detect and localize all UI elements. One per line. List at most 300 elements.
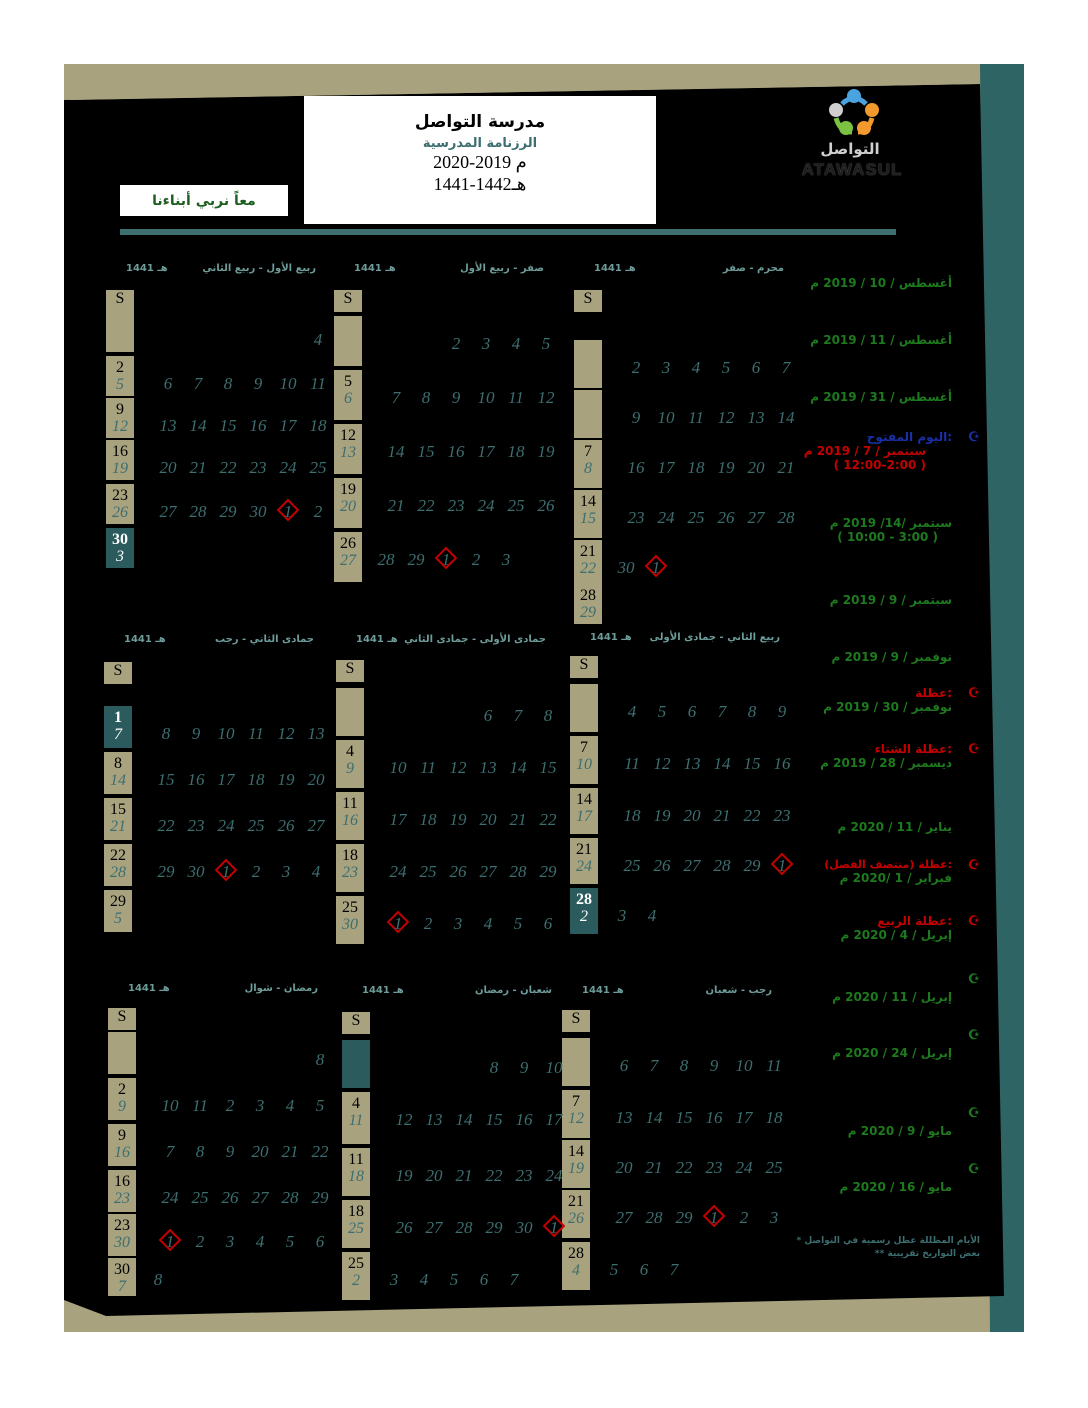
event-line: عطلة الشتاء: [874,742,952,756]
calendar-day: 25 [191,1188,209,1207]
calendar-day: 4 [285,1096,295,1115]
week-hijri-day: 23 [342,864,358,881]
week-hijri-day: 10 [576,756,592,773]
calendar-day: 26 [537,496,555,515]
calendar-day: 20 [251,1142,269,1161]
week-gregorian-day: 4 [346,743,354,760]
week-cell [342,1148,370,1196]
week-hijri-day: 22 [580,560,596,577]
week-hijri-day: 2 [352,1272,360,1289]
week-gregorian-day: 2 [118,1081,126,1098]
calendar-day: 3 [769,1208,779,1227]
calendar-day: 16 [705,1108,723,1127]
calendar-day: 5 [657,702,667,721]
calendar-day: 22 [417,496,435,515]
calendar-day: 20 [683,806,701,825]
week-cell [108,1214,136,1256]
calendar-day: 10 [735,1056,753,1075]
calendar-day: 17 [389,810,407,829]
calendar-day: 11 [420,758,436,777]
week-hijri-day: 17 [576,808,592,825]
week-cell [570,788,598,834]
crescent-icon: ☪ [968,1162,980,1177]
calendar-day: 2 [451,334,461,353]
calendar-day: 19 [449,810,467,829]
calendar-day: 29 [485,1218,503,1237]
calendar-day: 7 [509,1270,519,1289]
month-hijri-year: 1441 هـ [594,263,636,274]
week-cell [342,1252,370,1300]
week-cell [336,896,364,944]
calendar-day: 11 [192,1096,208,1115]
calendar-day: 15 [157,770,175,789]
calendar-day: 7 [391,388,401,407]
calendar-day: 22 [539,810,557,829]
calendar-day: 3 [389,1270,399,1289]
calendar-day: 2 [471,550,481,569]
month-hijri-year: 1441 هـ [128,983,170,994]
calendar-day: 17 [545,1110,563,1129]
month-hijri-year: 1441 هـ [126,263,168,274]
calendar-day: 14 [189,416,207,435]
calendar-day: 22 [157,816,175,835]
calendar-day: 29 [675,1208,693,1227]
month-title: جمادى الأولى - جمادى الثاني [404,634,546,645]
calendar-day: 13 [747,408,765,427]
month-title: ربيع الثاني - جمادى الأولى [649,632,780,643]
week-gregorian-day: 21 [580,543,596,560]
week-hijri-day: 13 [340,444,356,461]
calendar-day: 15 [743,754,761,773]
crescent-icon: ☪ [968,1028,980,1043]
month-header [582,985,772,996]
calendar-day: 25 [765,1158,783,1177]
calendar-day: 7 [781,358,791,377]
calendar-day: 16 [515,1110,533,1129]
calendar-day: 6 [315,1232,325,1251]
calendar-day: 6 [619,1056,629,1075]
week-cell [334,478,362,528]
calendar-day: 9 [451,388,461,407]
calendar-day: 14 [387,442,405,461]
week-hijri-day: 7 [114,726,122,743]
week-cell [334,532,362,582]
calendar-day: 18 [507,442,525,461]
calendar-day: 29 [743,856,761,875]
calendar-day: 12 [717,408,735,427]
calendar-day: 10 [545,1058,563,1077]
week-cell [106,484,134,524]
calendar-day: 22 [219,458,237,477]
week-cell [106,398,134,438]
week-cell [336,740,364,788]
event-line: فبراير / 1 /2020 م [839,871,952,885]
calendar-day: 26 [221,1188,239,1207]
event-line: سبتمبر /14/ 2019 م [829,516,952,530]
week-gregorian-day: 29 [110,893,126,910]
month-hijri-year: 1441 هـ [582,985,624,996]
event-line: اليوم المفتوح: [866,430,952,444]
week-gregorian-day: 7 [584,443,592,460]
event-line: عطلة: [915,686,952,700]
month-hijri-year: 1441 هـ [124,634,166,645]
calendar-day: 28 [189,502,207,521]
week-hijri-day: 16 [342,812,358,829]
week-gregorian-day: 14 [568,1143,584,1160]
calendar-day: 11 [766,1056,782,1075]
calendar-day: 21 [777,458,795,477]
calendar-day: 11 [624,754,640,773]
week-cell [104,798,132,840]
month-title: صفر - ربيع الأول [460,263,544,274]
calendar-day: 11 [248,724,264,743]
note-holidays: * الأيام المظللة عطل رسمية في التواصل [796,1236,980,1246]
calendar-day: 14 [713,754,731,773]
week-hijri-day: 28 [110,864,126,881]
calendar-day: 20 [159,458,177,477]
calendar-day: 7 [649,1056,659,1075]
calendar-day: 4 [419,1270,429,1289]
week-cell [106,440,134,480]
calendar-day: 13 [479,758,497,777]
calendar-day: 23 [515,1166,533,1185]
week-cell [336,844,364,892]
calendar-day: 6 [687,702,697,721]
calendar-day: 5 [513,914,523,933]
logo-icon [822,86,886,142]
week-gregorian-day: 11 [342,795,358,812]
week-hijri-day: 3 [116,548,124,565]
calendar-day: 17 [279,416,297,435]
calendar-day: 10 [217,724,235,743]
week-hijri-day: 19 [568,1160,584,1177]
month-header [128,983,318,994]
month-title: جمادى الثاني - رجب [215,634,314,645]
calendar-day: 6 [483,706,493,725]
week-cell [570,736,598,784]
calendar-day: 13 [425,1110,443,1129]
week-gregorian-day: 23 [114,1217,130,1234]
week-hijri-day: 26 [112,504,128,521]
calendar-day: 8 [161,724,171,743]
calendar-day: 19 [277,770,295,789]
calendar-day: 17 [217,770,235,789]
week-hijri-day: 5 [116,376,124,393]
month-title: رمضان - شوال [244,983,318,994]
calendar-day: 28 [509,862,527,881]
event-item [760,742,952,770]
calendar-day: 13 [159,416,177,435]
week-cell [106,312,134,352]
calendar-day: 14 [777,408,795,427]
calendar-day: 7 [669,1260,679,1279]
calendar-day: 28 [377,550,395,569]
week-hijri-day: 20 [340,498,356,515]
calendar-day: 25 [623,856,641,875]
calendar-day: 18 [309,416,327,435]
calendar-day: 25 [419,862,437,881]
calendar-day: 2 [423,914,433,933]
week-gregorian-day: 15 [110,801,126,818]
event-line: عطلة (منتصف الفصل): [824,858,952,871]
week-hijri-day: 12 [112,418,128,435]
week-hijri-day: 30 [342,916,358,933]
year-gregorian: 2020-2019 م [433,152,527,172]
week-gregorian-day: 7 [572,1093,580,1110]
week-hijri-day: 8 [584,460,592,477]
calendar-day: 24 [477,496,495,515]
week-hijri-day: 11 [348,1112,364,1129]
event-item [760,390,952,404]
calendar-day: 22 [743,806,761,825]
calendar-day: 18 [247,770,265,789]
calendar-day: 9 [709,1056,719,1075]
event-line: نوفمبر / 30 / 2019 م [823,700,952,714]
week-hijri-day: 12 [568,1110,584,1127]
week-header-s: S [342,1012,370,1034]
crescent-icon: ☪ [968,914,980,929]
week-cell [342,1092,370,1144]
week-cell [570,838,598,884]
calendar-day: 6 [479,1270,489,1289]
title-box [304,96,656,224]
calendar-day: 15 [539,758,557,777]
calendar-day: 28 [645,1208,663,1227]
calendar-day: 6 [639,1260,649,1279]
week-hijri-day: 5 [114,910,122,927]
calendar-day: 4 [647,906,657,925]
event-line: سبتمبر / 9 / 2019 م [829,593,952,607]
event-item [760,650,952,664]
event-item [760,1180,952,1194]
calendar-day: 8 [543,706,553,725]
event-line: أغسطس / 11 / 2019 م [810,333,952,347]
month-title: رجب - شعبان [705,985,772,996]
week-cell [108,1258,136,1296]
calendar-day: 24 [279,458,297,477]
calendar-day: 25 [507,496,525,515]
calendar-day: 23 [705,1158,723,1177]
calendar-day: 28 [713,856,731,875]
calendar-day: 4 [627,702,637,721]
week-cell [574,490,602,538]
calendar-day: 4 [311,862,321,881]
week-gregorian-day: 28 [568,1245,584,1262]
event-line: مايو / 16 / 2020 م [839,1180,952,1194]
calendar-day: 20 [307,770,325,789]
calendar-day: 8 [195,1142,205,1161]
logo-latin-text: ATAWASUL [801,160,903,179]
week-hijri-day: 4 [572,1262,580,1279]
event-line: سبتمبر / 7 / 2019 م [803,444,926,458]
calendar-day: 23 [627,508,645,527]
calendar-day: 17 [477,442,495,461]
calendar-day: 8 [747,702,757,721]
calendar-day: 8 [223,374,233,393]
week-cell [574,540,602,588]
calendar-day: 7 [193,374,203,393]
week-header-s: S [570,656,598,678]
calendar-day: 8 [679,1056,689,1075]
calendar-day: 3 [617,906,627,925]
calendar-day: 27 [615,1208,633,1227]
calendar-day: 29 [219,502,237,521]
month-header [362,985,552,996]
event-line: عطلة الربيع: [877,914,952,928]
calendar-day: 13 [615,1108,633,1127]
week-hijri-day: 24 [576,858,592,875]
calendar-day: 27 [159,502,177,521]
calendar-day: 1 [283,502,293,521]
event-line: نوفمبر / 9 / 2019 م [831,650,952,664]
calendar-day: 18 [623,806,641,825]
crescent-icon: ☪ [968,686,980,701]
week-cell [574,390,602,438]
week-header-s: S [336,660,364,682]
calendar-day: 5 [449,1270,459,1289]
week-cell [106,528,134,568]
slogan-box: معاً نربي أبناءنا [120,185,288,216]
calendar-day: 1 [651,558,661,577]
calendar-day: 7 [717,702,727,721]
calendar-day: 1 [441,550,451,569]
calendar-day: 27 [425,1218,443,1237]
calendar-day: 9 [253,374,263,393]
calendar-day: 10 [161,1096,179,1115]
event-item [760,820,952,834]
calendar-day: 29 [539,862,557,881]
calendar-day: 21 [509,810,527,829]
calendar-day: 18 [687,458,705,477]
calendar-day: 4 [255,1232,265,1251]
week-gregorian-day: 14 [580,493,596,510]
week-gregorian-day: 28 [580,587,596,604]
week-gregorian-day: 11 [348,1151,364,1168]
calendar-day: 7 [165,1142,175,1161]
calendar-day: 29 [407,550,425,569]
week-gregorian-day: 2 [116,359,124,376]
calendar-day: 10 [657,408,675,427]
crescent-icon: ☪ [968,430,980,445]
calendar-day: 30 [617,558,635,577]
event-line: ( 12:00-2:00 ) [833,458,926,472]
calendar-day: 4 [691,358,701,377]
calendar-day: 14 [645,1108,663,1127]
week-cell [342,1040,370,1088]
calendar-day: 7 [513,706,523,725]
calendar-day: 9 [519,1058,529,1077]
calendar-day: 10 [279,374,297,393]
calendar-day: 24 [161,1188,179,1207]
calendar-day: 5 [609,1260,619,1279]
calendar-day: 28 [281,1188,299,1207]
calendar-day: 8 [489,1058,499,1077]
week-header-s: S [108,1008,136,1030]
week-hijri-day: 15 [580,510,596,527]
week-hijri-day: 30 [114,1234,130,1251]
week-cell [106,356,134,396]
week-cell [334,370,362,420]
calendar-day: 23 [249,458,267,477]
week-cell [574,340,602,388]
calendar-day: 16 [249,416,267,435]
calendar-day: 16 [447,442,465,461]
calendar-day: 3 [501,550,511,569]
week-cell [574,440,602,488]
calendar-title: الرزنامة المدرسية [422,136,538,151]
month-title: ربيع الأول - ربيع الثاني [202,263,316,274]
calendar-day: 12 [277,724,295,743]
week-gregorian-day: 5 [344,373,352,390]
week-hijri-day: 9 [346,760,354,777]
crescent-icon: ☪ [968,742,980,757]
calendar-day: 8 [315,1050,325,1069]
event-item [760,593,952,607]
event-line: إبريل / 24 / 2020 م [832,1046,952,1060]
week-cell [104,706,132,748]
calendar-day: 20 [615,1158,633,1177]
calendar-day: 2 [195,1232,205,1251]
calendar-day: 23 [773,806,791,825]
week-cell [574,584,602,624]
crescent-icon: ☪ [968,1106,980,1121]
week-gregorian-day: 19 [340,481,356,498]
calendar-day: 15 [219,416,237,435]
calendar-day: 1 [393,914,403,933]
calendar-day: 3 [281,862,291,881]
event-item [760,1046,952,1060]
week-gregorian-day: 21 [576,841,592,858]
week-hijri-day: 25 [348,1220,364,1237]
school-name: مدرسة التواصل [414,112,546,132]
week-cell [336,688,364,736]
calendar-day: 21 [387,496,405,515]
week-cell [108,1032,136,1074]
calendar-day: 1 [777,856,787,875]
month-header [124,634,314,645]
calendar-day: 13 [307,724,325,743]
week-gregorian-day: 21 [568,1193,584,1210]
calendar-day: 26 [449,862,467,881]
calendar-day: 19 [537,442,555,461]
week-header-s: S [574,290,602,312]
event-line: ديسمبر / 28 / 2019 م [820,756,952,770]
week-gregorian-day: 1 [114,709,122,726]
calendar-day: 16 [187,770,205,789]
event-line: إبريل / 11 / 2020 م [832,990,952,1004]
calendar-day: 21 [645,1158,663,1177]
week-gregorian-day: 18 [342,847,358,864]
calendar-day: 30 [515,1218,533,1237]
month-hijri-year: 1441 هـ [356,634,398,645]
week-cell [104,844,132,886]
calendar-day: 22 [485,1166,503,1185]
calendar-day: 9 [225,1142,235,1161]
calendar-day: 9 [631,408,641,427]
event-item [760,686,952,714]
week-cell [108,1170,136,1212]
calendar-day: 3 [661,358,671,377]
month-header [126,263,316,274]
week-cell [108,1124,136,1166]
calendar-day: 2 [631,358,641,377]
calendar-day: 17 [735,1108,753,1127]
week-hijri-day: 21 [110,818,126,835]
calendar-day: 28 [777,508,795,527]
note-approx: ** بعض التواريخ تقريبية [874,1249,980,1259]
logo-arabic-text: التواصل [820,140,880,158]
calendar-day: 3 [481,334,491,353]
